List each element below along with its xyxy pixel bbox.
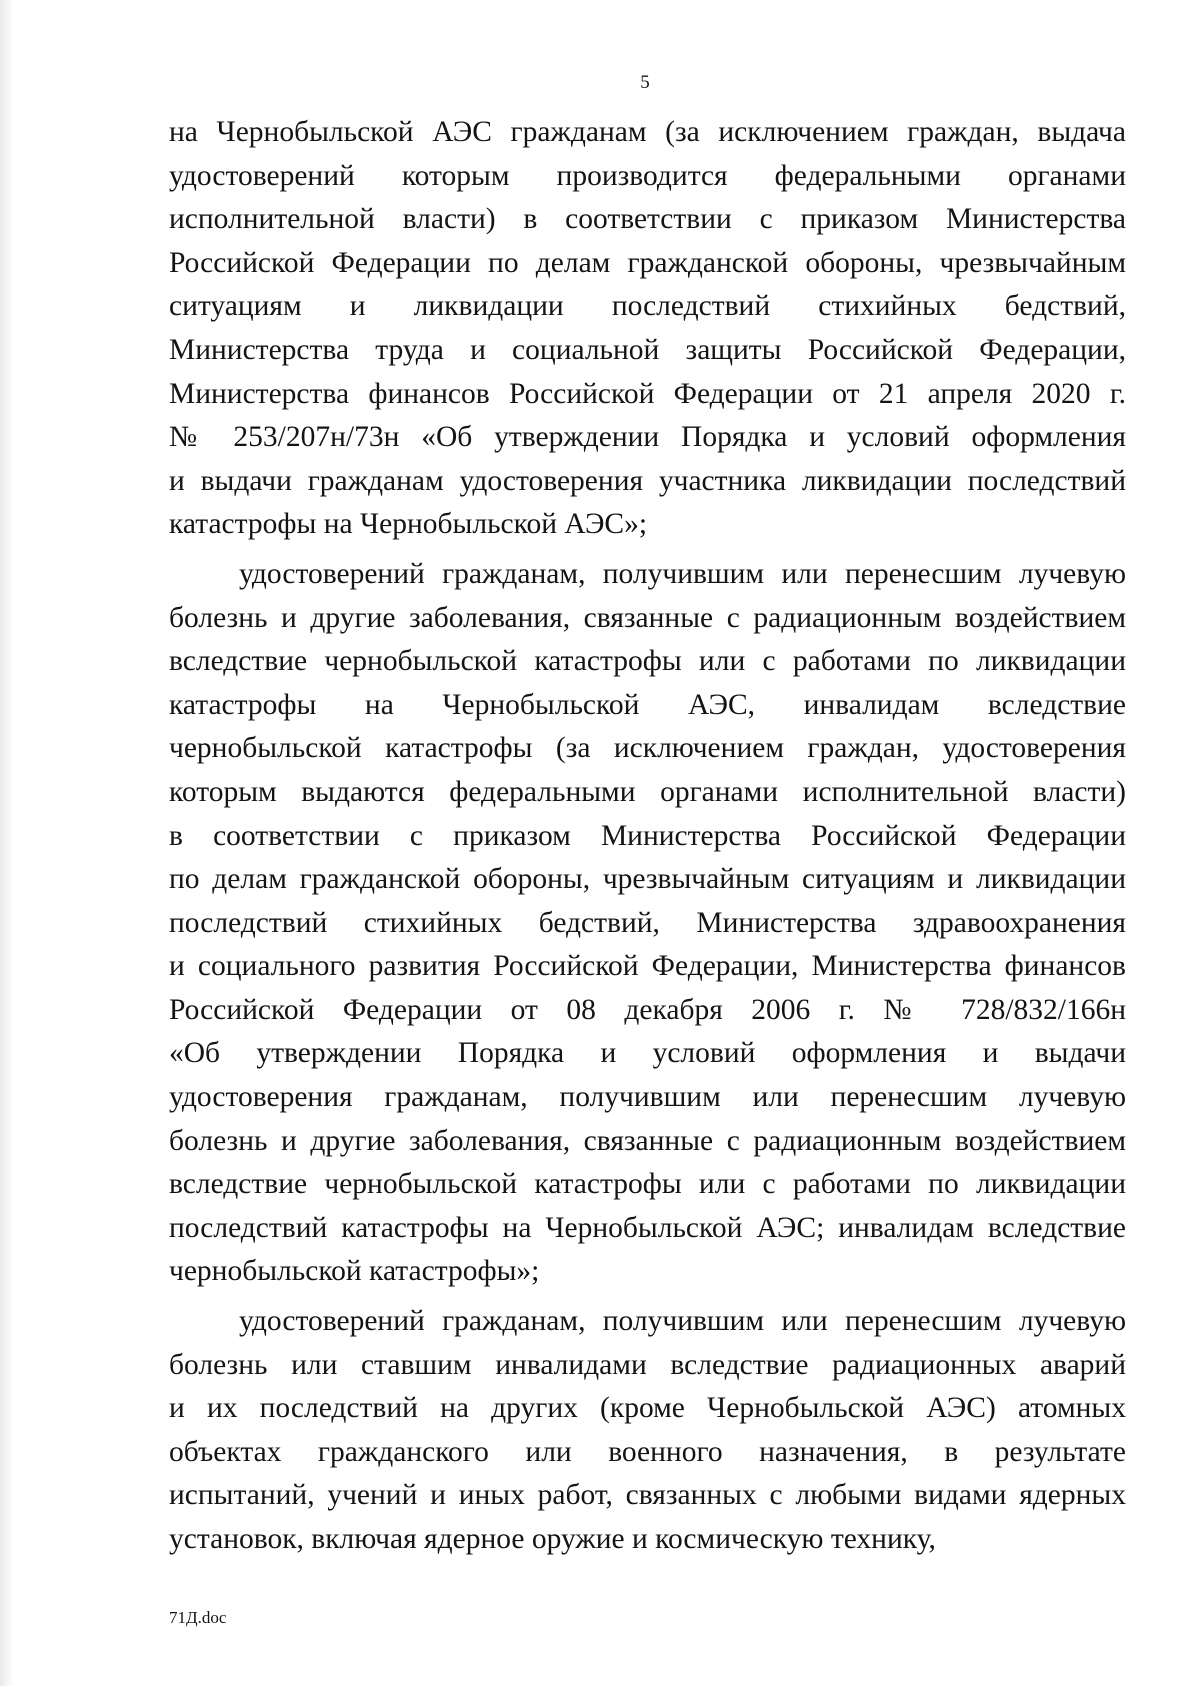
text-line: последствий катастрофы на Чернобыльской АЭС; инвалидам вследствие xyxy=(169,1211,1126,1244)
footer-filename: 71Д.doc xyxy=(169,1608,227,1627)
text-line: в соответствии с приказом Министерства Российской Федерации xyxy=(169,819,1126,852)
paragraph xyxy=(169,553,1126,1294)
text-line: Российской Федерации по делам гражданской обороны, чрезвычайным xyxy=(169,246,1126,279)
text-line: которым выдаются федеральными органами исполнительной власти) xyxy=(169,775,1126,808)
text-line: № 253/207н/73н «Об утверждении Порядка и условий оформления xyxy=(169,421,1126,454)
scan-edge xyxy=(0,0,14,1686)
text-line: и социального развития Российской Федерации, Министерства финансов xyxy=(169,950,1126,983)
text-line: испытаний, учений и иных работ, связанных с любыми видами ядерных xyxy=(169,1479,1126,1512)
paragraph xyxy=(169,111,1126,547)
page-number: 5 xyxy=(640,72,650,93)
text-line: Министерства труда и социальной защиты Российской Федерации, xyxy=(169,333,1126,366)
text-line: и их последствий на других (кроме Чернобыльской АЭС) атомных xyxy=(169,1392,1126,1425)
text-line: Министерства финансов Российской Федерации от 21 апреля 2020 г. xyxy=(169,377,1126,410)
paragraph xyxy=(169,1300,1126,1562)
text-line: катастрофы на Чернобыльской АЭС, инвалидам вследствие xyxy=(169,688,1126,721)
text-line: удостоверений гражданам, получившим или перенесшим лучевую xyxy=(239,1305,1126,1338)
text-line: чернобыльской катастрофы»; xyxy=(169,1255,540,1288)
text-line: последствий стихийных бедствий, Министерства здравоохранения xyxy=(169,906,1126,939)
document-body xyxy=(169,111,1126,1562)
text-line: вследствие чернобыльской катастрофы или с работами по ликвидации xyxy=(169,645,1126,678)
text-line: исполнительной власти) в соответствии с приказом Министерства xyxy=(169,203,1126,236)
text-line: удостоверений гражданам, получившим или перенесшим лучевую xyxy=(239,557,1126,590)
text-line: болезнь и другие заболевания, связанные с радиационным воздействием xyxy=(169,1124,1126,1157)
text-line: удостоверения гражданам, получившим или перенесшим лучевую xyxy=(169,1081,1126,1114)
text-line: удостоверений которым производится федеральными органами xyxy=(169,159,1126,192)
text-line: болезнь или ставшим инвалидами вследствие радиационных аварий xyxy=(169,1348,1126,1381)
text-line: болезнь и другие заболевания, связанные с радиационным воздействием xyxy=(169,601,1126,634)
text-line: по делам гражданской обороны, чрезвычайным ситуациям и ликвидации xyxy=(169,863,1126,896)
text-line: чернобыльской катастрофы (за исключением граждан, удостоверения xyxy=(169,732,1126,765)
text-line: катастрофы на Чернобыльской АЭС»; xyxy=(169,508,648,541)
text-line: ситуациям и ликвидации последствий стихийных бедствий, xyxy=(169,290,1126,323)
text-line: объектах гражданского или военного назначения, в результате xyxy=(169,1435,1126,1468)
text-line: и выдачи гражданам удостоверения участника ликвидации последствий xyxy=(169,464,1126,497)
text-line: Российской Федерации от 08 декабря 2006 г. № 728/832/166н xyxy=(169,993,1126,1026)
text-line: на Чернобыльской АЭС гражданам (за исключением граждан, выдача xyxy=(169,116,1126,148)
text-line: вследствие чернобыльской катастрофы или с работами по ликвидации xyxy=(169,1168,1126,1201)
text-line: установок, включая ядерное оружие и космическую технику, xyxy=(169,1523,936,1555)
text-line: «Об утверждении Порядка и условий оформления и выдачи xyxy=(169,1037,1126,1070)
